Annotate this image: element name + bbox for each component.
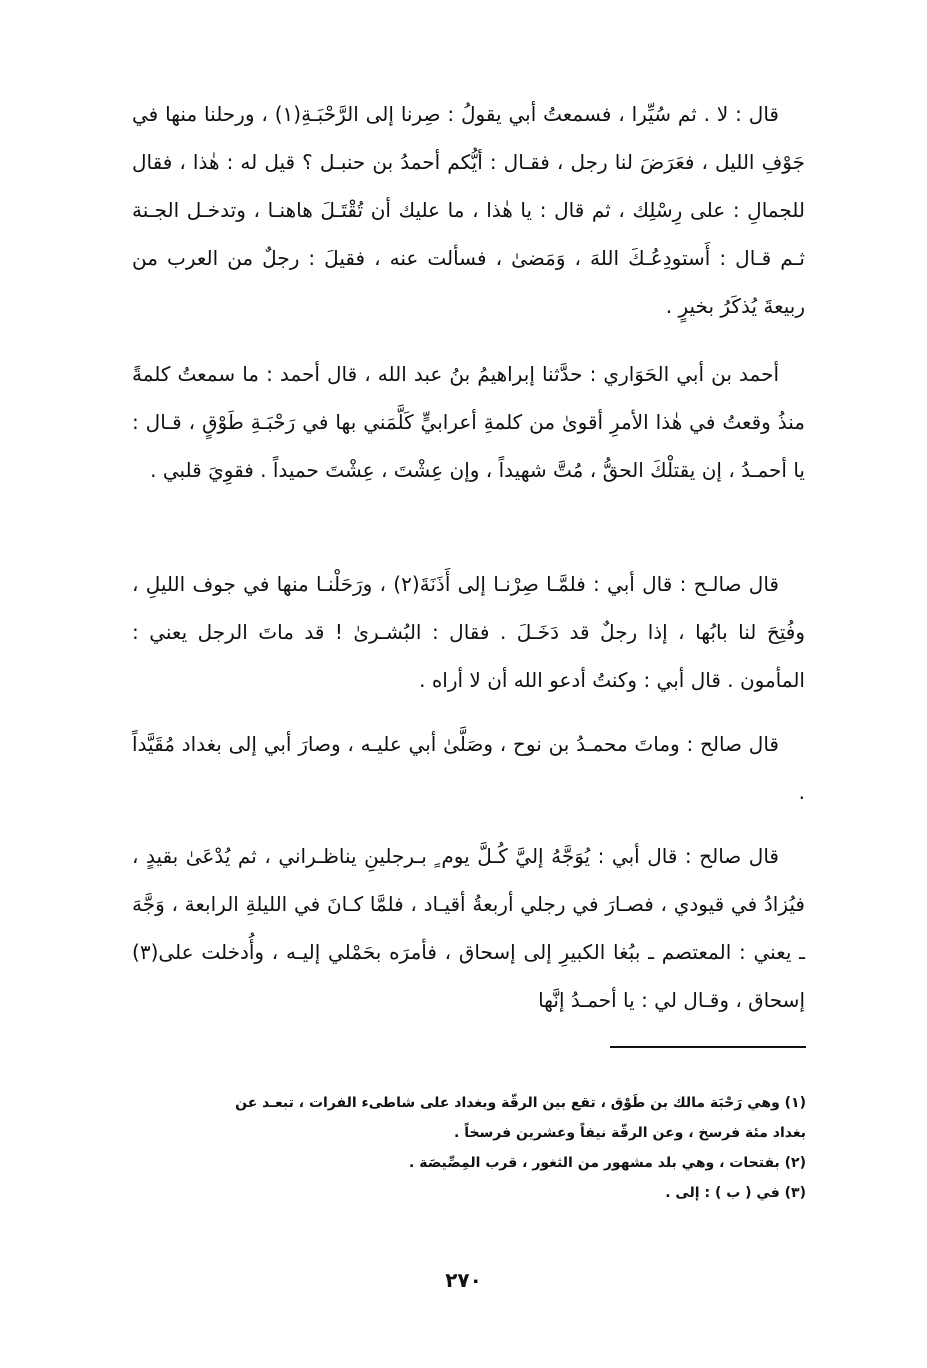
paragraph-4 (132, 720, 805, 816)
paragraph-text: أحمد بن أبي الحَوَاري : حدَّثنا إبراهيمُ بنُ عبد الله ، قال أحمد : ما سمعتُ كلمةً منذُ وقعتُ في هٰذا الأمرِ أقوىٰ من كلمةِ أعرابيٍّ كَلَّمَني بها في رَحْبَـةِ طَوْقٍ ، قـال : يا أحمـدُ ، إن يقتلْكَ الحقُّ ، مُتَّ شهيداً ، وإن عِشْتَ ، عِشْتَ حميداً . فقوِيَ قلبي . (132, 362, 805, 482)
footnote-3: (٣) في ( ب ) : إلى . (665, 1185, 806, 1201)
footnote-1-continued: بغداد مئة فرسخ ، وعن الرقّة نيفاً وعشرين فرسخاً . (454, 1125, 806, 1141)
footnote-2: (٢) بفتحات ، وهي بلد مشهور من الثغور ، قرب المِصِّيصَة . (409, 1155, 806, 1171)
footnote-1: (١) وهي رَحْبَة مالك بن طَوْق ، تقع بين الرقّة وبغداد على شاطىء الفرات ، تبعـد عن (235, 1095, 806, 1111)
footnotes (132, 1088, 806, 1208)
paragraph-5 (132, 832, 805, 1024)
page-number: ٢٧٠ (445, 1268, 482, 1292)
paragraph-text: قال : لا . ثم سُيِّرا ، فسمعتُ أبي يقولُ : صِرنا إلى الرَّحْبَـةِ(١) ، ورحلنا منها في جَوْفِ الليل ، فعَرَضَ لنا رجل ، فقـال : أيُّكم أحمدُ بن حنبـل ؟ قيل له : هٰذا ، فقال للجمالِ : على رِسْلِك ، ثم قال : يا هٰذا ، ما عليك أن تُقْتَـلَ هاهنـا ، وتدخـل الجـنة ثـم قـال : أَستودِعُـكَ اللهَ ، وَمَضىٰ ، فسألت عنه ، فقيلَ : رجلٌ من العرب من ربيعةَ يُذكَرُ بخيرٍ . (132, 102, 805, 318)
paragraph-text: قال صالح : قال أبي : يُوَجَّهُ إليَّ كُـلَّ يوم ٍ بـرجلينِ يناظـراني ، ثم يُدْعَىٰ بقيدٍ ، فيُزادُ في قيودي ، فصـارَ في رجلي أربعةُ أقيـاد ، فلمَّا كـانَ في الليلةِ الرابعة ، وَجَّهَ ـ يعني : المعتصم ـ ببُغا الكبيرِ إلى إسحاق ، فأمرَه بحَمْلي إليـه ، وأُدخلت على(٣) إسحاق ، وقـال لي : يا أحمـدُ إنَّها (132, 844, 805, 1012)
paragraph-text: قال صالـح : قال أبي : فلمَّـا صِرْنـا إلى أَذَنَةَ(٢) ، ورَحَلْنـا منها في جوف الليلِ ، وفُتِحَ لنا بابُها ، إذا رجلٌ قد دَخَـلَ . فقال : البُشـرىٰ ! قد ماتَ الرجل يعني : المأمون . قال أبي : وكنتُ أدعو الله أن لا أراه . (132, 572, 805, 692)
paragraph-1 (132, 90, 805, 330)
paragraph-2 (132, 350, 805, 494)
paragraph-text: قال صالح : وماتَ محمـدُ بن نوح ، وصَلَّىٰ أبي عليـه ، وصارَ أبي إلى بغداد مُقَيَّداً . (132, 732, 805, 804)
footnote-separator (610, 1046, 806, 1048)
paragraph-3 (132, 560, 805, 704)
